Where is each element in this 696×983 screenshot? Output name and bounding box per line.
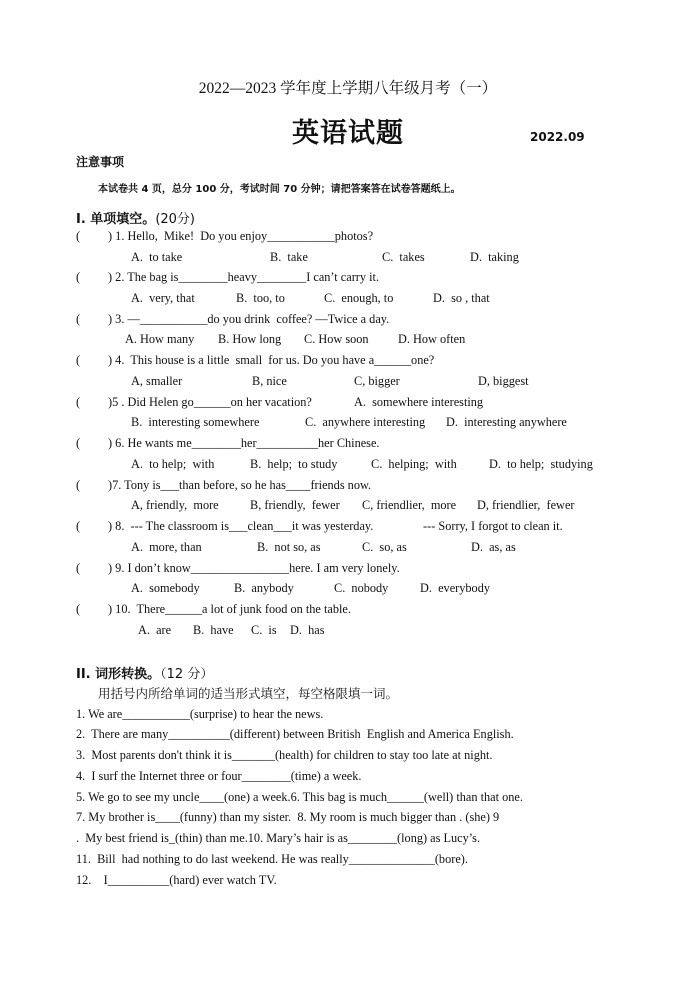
- section1-points: (20分): [155, 212, 195, 227]
- answer-paren: (: [76, 270, 81, 284]
- option-d: D. everybody: [420, 581, 491, 595]
- option-a: A. to take: [131, 250, 183, 264]
- question-stem: ) 9. I don’t know________________here. I am very lonely.: [108, 561, 400, 575]
- fill-line-3: 3. Most parents don't think it is_______(health) for children to stay too late at night.: [76, 748, 493, 762]
- section1-heading: [76, 208, 195, 227]
- fill-line-4: 4. I surf the Internet three or four________(time) a week.: [76, 769, 362, 783]
- option-a: A. more, than: [131, 540, 202, 554]
- section2-title: II. 词形转换。: [76, 667, 161, 682]
- question-1: [76, 229, 373, 244]
- question-stem: )7. Tony is___than before, so he has____friends now.: [108, 478, 372, 492]
- fill-line-6: 7. My brother is____(funny) than my sister. 8. My room is much bigger than . (she) 9: [76, 810, 500, 824]
- question-4: [76, 353, 434, 368]
- option-c: C. enough, to: [324, 291, 394, 305]
- section2-points: （12 分）: [160, 667, 214, 682]
- answer-paren: (: [76, 353, 81, 367]
- question-stem: ) 8. --- The classroom is___clean___it was yesterday.: [108, 519, 374, 533]
- question-2: [76, 270, 379, 285]
- option-b: B. help; to study: [250, 457, 338, 471]
- fill-line-8: 11. Bill had nothing to do last weekend. He was really______________(bore).: [76, 852, 468, 866]
- option-a: A. How many: [125, 332, 195, 346]
- question-stem: ) 10. There______a lot of junk food on the table.: [108, 602, 351, 616]
- option-b: B, nice: [252, 374, 287, 388]
- section1-title: I. 单项填空。: [76, 212, 156, 227]
- option-b: B. not so, as: [257, 540, 321, 554]
- option-d: D. How often: [398, 332, 466, 346]
- question-10: [76, 602, 351, 617]
- option-b: B. interesting somewhere: [131, 415, 260, 429]
- option-b: B. have: [193, 623, 234, 637]
- answer-paren: (: [76, 602, 81, 616]
- option-a: A. to help; with: [131, 457, 215, 471]
- answer-paren: (: [76, 395, 81, 409]
- question-9: [76, 561, 400, 576]
- question-stem: ) 6. He wants me________her__________her Chinese.: [108, 436, 380, 450]
- option-c: C. helping; with: [371, 457, 457, 471]
- section2-instruction: 用括号内所给单词的适当形式填空，每空格限填一词。: [98, 686, 399, 701]
- option-b: B, friendly, fewer: [250, 498, 340, 512]
- question-stem: ) 4. This house is a little small for us. Do you have a______one?: [108, 353, 435, 367]
- exam-date: 2022.09: [530, 130, 585, 144]
- option-c: C, bigger: [354, 374, 400, 388]
- option-d: D, friendlier, fewer: [477, 498, 575, 512]
- option-c: C, friendlier, more: [362, 498, 457, 512]
- answer-paren: (: [76, 519, 81, 533]
- option-d: D. taking: [470, 250, 519, 264]
- option-b: B. How long: [218, 332, 282, 346]
- option-c: C. so, as: [362, 540, 407, 554]
- notice-text: 本试卷共 4 页，总分 100 分，考试时间 70 分钟；请把答案答在试卷答题纸上。: [98, 184, 461, 195]
- answer-paren: (: [76, 229, 81, 243]
- option-d: D. interesting anywhere: [446, 415, 567, 429]
- option-d: D. as, as: [471, 540, 516, 554]
- fill-line-5: 5. We go to see my uncle____(one) a week.6. This bag is much______(well) than that one.: [76, 790, 523, 804]
- answer-paren: (: [76, 312, 81, 326]
- answer-paren: (: [76, 478, 81, 492]
- question-5: [76, 395, 312, 410]
- fill-line-2: 2. There are many__________(different) between British English and America English.: [76, 727, 514, 741]
- question-8: [76, 519, 373, 534]
- option-b: B. anybody: [234, 581, 294, 595]
- notice-label: 注意事项: [76, 155, 125, 169]
- option-a: A, friendly, more: [131, 498, 219, 512]
- option-d: D. has: [290, 623, 325, 637]
- answer-paren: (: [76, 561, 81, 575]
- question-stem: )5 . Did Helen go______on her vacation?: [108, 395, 312, 409]
- fill-line-7: . My best friend is_(thin) than me.10. Mary’s hair is as________(long) as Lucy’s.: [76, 831, 481, 845]
- fill-line-9: 12. I__________(hard) ever watch TV.: [76, 873, 277, 887]
- option-d: D, biggest: [478, 374, 529, 388]
- option-a: A. somewhere interesting: [354, 395, 484, 409]
- question-stem: ) 3. —___________do you drink coffee? —Twice a day.: [108, 312, 390, 326]
- fill-line-1: 1. We are___________(surprise) to hear the news.: [76, 707, 324, 721]
- option-c: C. How soon: [304, 332, 369, 346]
- option-d: D. to help; studying: [489, 457, 593, 471]
- option-b: B. take: [270, 250, 308, 264]
- option-c: C. anywhere interesting: [305, 415, 426, 429]
- question-stem: ) 2. The bag is________heavy________I can’t carry it.: [108, 270, 380, 284]
- option-a: A. somebody: [131, 581, 200, 595]
- option-c: C. takes: [382, 250, 425, 264]
- option-a: A. very, that: [131, 291, 195, 305]
- question-6: [76, 436, 380, 451]
- question-3: [76, 312, 389, 327]
- section2-heading: [76, 663, 213, 682]
- option-c: C. nobody: [334, 581, 389, 595]
- option-a: A, smaller: [131, 374, 183, 388]
- question-7: [76, 478, 371, 493]
- option-c: C. is: [251, 623, 277, 637]
- answer-paren: (: [76, 436, 81, 450]
- question-8-dialogue-reply: --- Sorry, I forgot to clean it.: [423, 519, 563, 533]
- question-stem: ) 1. Hello, Mike! Do you enjoy___________photos?: [108, 229, 374, 243]
- exam-header-line: 2022—2023 学年度上学期八年级月考（一）: [198, 80, 498, 97]
- option-d: D. so , that: [433, 291, 490, 305]
- option-a: A. are: [138, 623, 172, 637]
- exam-title: 英语试题: [292, 118, 404, 149]
- option-b: B. too, to: [236, 291, 285, 305]
